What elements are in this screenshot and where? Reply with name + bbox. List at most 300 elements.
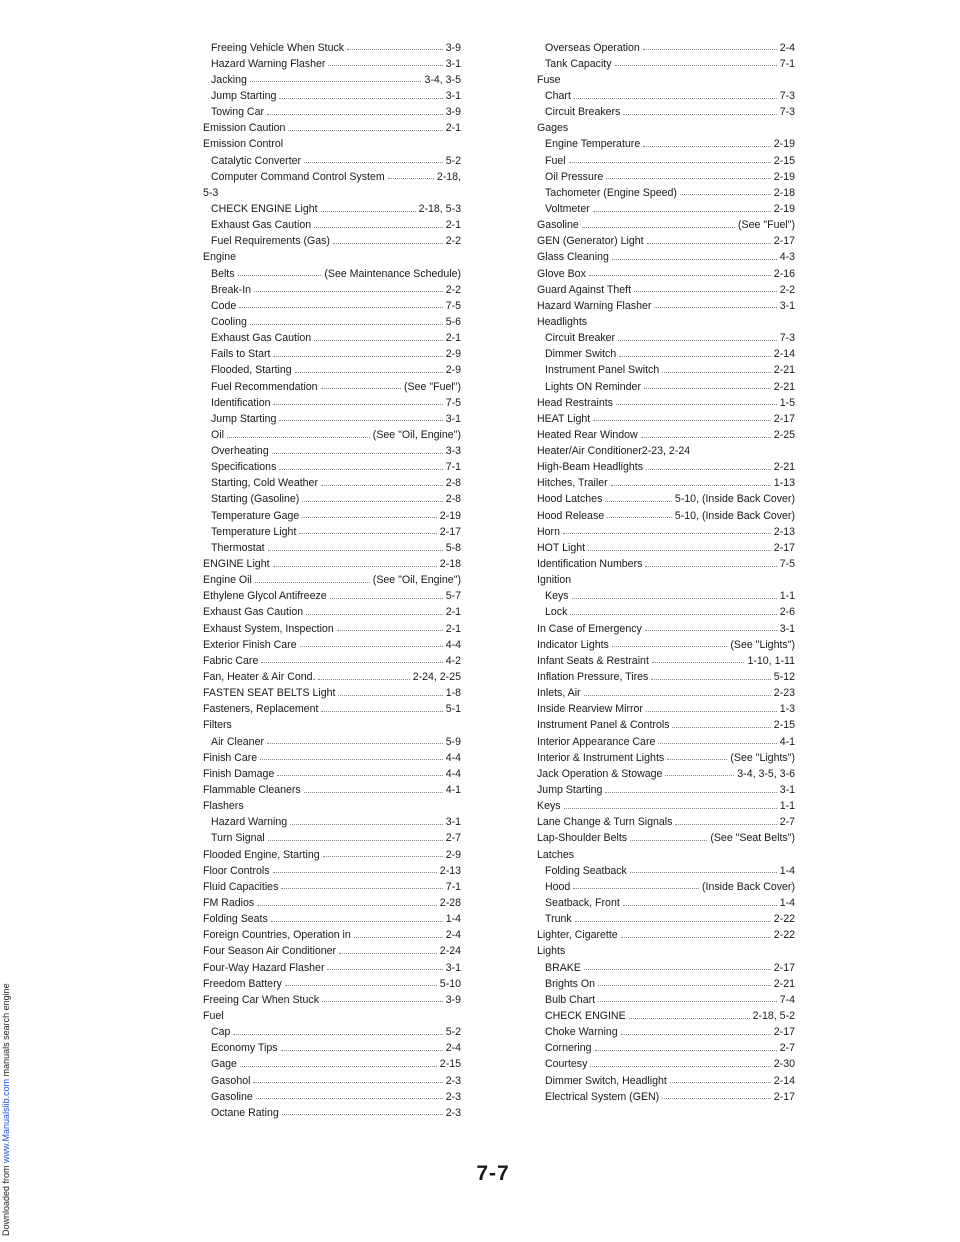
page-reference: 5-10 — [439, 977, 461, 990]
index-term: Starting (Gasoline) — [211, 493, 300, 506]
index-term: Flooded Engine, Starting — [203, 848, 320, 861]
dot-leader — [322, 1001, 443, 1002]
dot-leader — [281, 888, 442, 889]
index-entry — [203, 618, 461, 634]
page-reference: 2-18 — [439, 558, 461, 571]
dot-leader — [569, 162, 771, 163]
dot-leader — [667, 759, 727, 760]
index-entry — [537, 295, 795, 311]
index-entry — [537, 134, 795, 150]
page-reference: 2-22 — [773, 913, 795, 926]
index-term: Folding Seats — [203, 913, 268, 926]
dot-leader — [288, 130, 442, 131]
page-reference: 2-17 — [439, 525, 461, 538]
index-entry — [203, 699, 461, 715]
dot-leader — [621, 937, 771, 938]
page-reference: 5-7 — [445, 590, 461, 603]
index-entry — [203, 118, 461, 134]
index-entry — [203, 570, 461, 586]
index-term: Lighter, Cigarette — [537, 929, 618, 942]
page-reference: 4-4 — [445, 751, 461, 764]
page-reference: (See "Lights") — [730, 638, 795, 651]
index-term: Engine Oil — [203, 574, 252, 587]
page-reference: 3-1 — [445, 816, 461, 829]
index-term: Indicator Lights — [537, 638, 609, 651]
index-entry — [537, 537, 795, 553]
index-term: Circuit Breakers — [545, 106, 621, 119]
page-reference: 2-18, 5-3 — [418, 202, 461, 215]
index-entry — [537, 376, 795, 392]
index-entry — [537, 763, 795, 779]
index-term: Flashers — [203, 800, 244, 813]
index-entry — [537, 198, 795, 214]
index-term: CHECK ENGINE — [545, 1009, 626, 1022]
page-reference: 2-1 — [445, 332, 461, 345]
index-term: Fuel Recommendation — [211, 380, 318, 393]
page-reference: 2-17 — [773, 541, 795, 554]
index-term: Headlights — [537, 315, 588, 328]
index-term: Chart — [545, 89, 571, 102]
page-reference: 2-9 — [445, 848, 461, 861]
page-reference: 2-2 — [445, 235, 461, 248]
footer-prefix: Downloaded from — [1, 1162, 11, 1236]
index-term: Engine Temperature — [545, 138, 641, 151]
page-reference: 2-19 — [773, 170, 795, 183]
dot-leader — [339, 953, 437, 954]
index-entry — [203, 328, 461, 344]
dot-leader — [255, 582, 370, 583]
index-entry — [537, 408, 795, 424]
page-reference: 7-1 — [779, 57, 795, 70]
index-entry — [203, 457, 461, 473]
index-term: Hazard Warning Flasher — [211, 57, 326, 70]
dot-leader — [658, 743, 776, 744]
index-entry — [537, 247, 795, 263]
page-reference: 4-3 — [779, 251, 795, 264]
index-term: Engine — [203, 251, 236, 264]
dot-leader — [623, 905, 777, 906]
index-term: Freeing Car When Stuck — [203, 993, 319, 1006]
index-entry — [537, 876, 795, 892]
index-term: Exhaust Gas Caution — [211, 219, 312, 232]
index-term: Oil Pressure — [545, 170, 604, 183]
dot-leader — [644, 388, 771, 389]
index-term: Fails to Start — [211, 348, 271, 361]
dot-leader — [333, 243, 443, 244]
index-term: Dimmer Switch — [545, 348, 617, 361]
index-entry — [537, 263, 795, 279]
page-reference: 2-9 — [445, 364, 461, 377]
index-entry — [537, 118, 795, 134]
index-term: Octane Rating — [211, 1106, 279, 1119]
index-entry — [203, 1038, 461, 1054]
page-reference: 3-1 — [445, 412, 461, 425]
index-term: Tank Capacity — [545, 57, 612, 70]
dot-leader — [271, 921, 443, 922]
index-entry — [203, 941, 461, 957]
dot-leader — [630, 840, 707, 841]
page-reference: 2-18, — [436, 170, 461, 183]
dot-leader — [253, 1082, 442, 1083]
dot-leader — [647, 243, 771, 244]
page-reference: 3-1 — [779, 299, 795, 312]
index-entry — [203, 441, 461, 457]
index-term: Gasoline — [537, 219, 579, 232]
index-term: Electrical System (GEN) — [545, 1090, 660, 1103]
page-reference: 7-3 — [779, 89, 795, 102]
page-reference: 2-19 — [439, 509, 461, 522]
index-term: Hazard Warning Flasher — [537, 299, 652, 312]
index-entry — [203, 392, 461, 408]
index-entry — [537, 634, 795, 650]
page-reference: 2-1 — [445, 219, 461, 232]
dot-leader — [675, 824, 776, 825]
page-reference: 2-18 — [773, 186, 795, 199]
dot-leader — [279, 469, 442, 470]
page-reference: 3-1 — [445, 961, 461, 974]
dot-leader — [318, 679, 409, 680]
index-term: Oil — [211, 428, 224, 441]
index-entry — [203, 683, 461, 699]
index-entry — [203, 134, 461, 150]
page-reference: 2-17 — [773, 412, 795, 425]
index-term: Specifications — [211, 461, 277, 474]
index-term: Belts — [211, 267, 235, 280]
dot-leader — [347, 49, 443, 50]
page-reference: 2-24, 2-25 — [412, 671, 461, 684]
index-entry — [537, 392, 795, 408]
dot-leader — [654, 307, 776, 308]
index-term: BRAKE — [545, 961, 581, 974]
index-entry — [537, 69, 795, 85]
page-reference: 5-9 — [445, 735, 461, 748]
index-entry — [537, 747, 795, 763]
dot-leader — [634, 291, 777, 292]
index-entry — [537, 424, 795, 440]
index-entry — [537, 1022, 795, 1038]
page-reference: 3-4, 3-5, 3-6 — [737, 767, 795, 780]
index-entry — [203, 1005, 461, 1021]
dot-leader — [646, 711, 777, 712]
index-entry — [537, 715, 795, 731]
index-entry — [203, 586, 461, 602]
index-entry — [203, 666, 461, 682]
page-reference: (See "Fuel") — [404, 380, 461, 393]
index-entry — [203, 69, 461, 85]
dot-leader — [300, 646, 443, 647]
index-entry — [203, 166, 461, 182]
page-reference: 3-1 — [779, 622, 795, 635]
dot-leader — [250, 81, 422, 82]
index-term: Exhaust System, Inspection — [203, 622, 334, 635]
index-entry — [203, 215, 461, 231]
index-term: Trunk — [545, 913, 572, 926]
index-entry — [203, 424, 461, 440]
dot-leader — [652, 662, 745, 663]
dot-leader — [304, 792, 443, 793]
index-term: Filters — [203, 719, 232, 732]
index-entry — [203, 989, 461, 1005]
index-term: Air Cleaner — [211, 735, 264, 748]
index-term: Computer Command Control System — [211, 170, 385, 183]
page-reference: 2-19 — [773, 202, 795, 215]
page-reference: 2-9 — [445, 348, 461, 361]
index-term: Inside Rearview Mirror — [537, 703, 643, 716]
index-entry — [203, 198, 461, 214]
index-term: Instrument Panel & Controls — [537, 719, 670, 732]
dot-leader — [302, 517, 436, 518]
index-entry — [203, 779, 461, 795]
dot-leader — [615, 65, 777, 66]
index-entry — [203, 360, 461, 376]
dot-leader — [327, 969, 442, 970]
page-reference: 5-1 — [445, 703, 461, 716]
dot-leader — [273, 872, 437, 873]
index-term: Economy Tips — [211, 1042, 278, 1055]
page-reference: 1-4 — [779, 897, 795, 909]
index-term: Finish Damage — [203, 767, 275, 780]
index-term: Glove Box — [537, 267, 586, 280]
index-term: Fuel — [545, 154, 566, 167]
dot-leader — [321, 211, 416, 212]
index-term: Interior & Instrument Lights — [537, 751, 665, 764]
page-reference: 2-17 — [773, 1026, 795, 1039]
index-term: Fuel Requirements (Gas) — [211, 235, 330, 248]
page-reference: 2-21 — [773, 461, 795, 474]
index-term: Emission Caution — [203, 122, 286, 135]
dot-leader — [279, 420, 442, 421]
page-reference: 2-24 — [439, 945, 461, 958]
index-term: CHECK ENGINE Light — [211, 202, 318, 215]
page-reference: 4-1 — [445, 784, 461, 797]
dot-leader — [605, 501, 672, 502]
dot-leader — [645, 630, 777, 631]
dot-leader — [645, 566, 776, 567]
index-entry — [537, 53, 795, 69]
index-entry — [203, 85, 461, 101]
page-reference: 2-8 — [445, 477, 461, 490]
index-term: Overseas Operation — [545, 41, 640, 54]
dot-leader — [593, 420, 771, 421]
page-reference: 2-2 — [445, 283, 461, 296]
index-entry — [537, 360, 795, 376]
index-term: Hazard Warning — [211, 816, 288, 829]
index-term: Jack Operation & Stowage — [537, 767, 663, 780]
index-term: Gasoline — [211, 1090, 253, 1103]
dot-leader — [273, 356, 442, 357]
index-term: Hitches, Trailer — [537, 477, 608, 490]
dot-leader — [582, 227, 735, 228]
dot-leader — [260, 759, 443, 760]
page-reference: 4-4 — [445, 638, 461, 651]
index-term: Heated Rear Window — [537, 428, 638, 441]
index-entry — [203, 602, 461, 618]
dot-leader — [279, 98, 442, 99]
index-term: ENGINE Light — [203, 558, 270, 571]
index-entry — [203, 1102, 461, 1118]
dot-leader — [337, 630, 443, 631]
index-entry — [203, 279, 461, 295]
index-term: Freeing Vehicle When Stuck — [211, 41, 345, 54]
index-entry — [203, 731, 461, 747]
page-reference: 2-15 — [773, 719, 795, 732]
index-entry — [537, 1054, 795, 1070]
page-reference: 2-1 — [445, 622, 461, 635]
index-term: Lock — [545, 606, 568, 619]
page-reference: 2-14 — [773, 1074, 795, 1087]
index-entry — [203, 909, 461, 925]
index-entry — [537, 957, 795, 973]
dot-leader — [273, 566, 437, 567]
dot-leader — [272, 453, 443, 454]
index-entry — [537, 941, 795, 957]
index-entry — [203, 311, 461, 327]
page-reference: 1-3 — [779, 703, 795, 716]
index-entry — [203, 650, 461, 666]
index-entry — [203, 231, 461, 247]
index-term: Exhaust Gas Caution — [211, 332, 312, 345]
dot-leader — [619, 356, 771, 357]
index-entry — [537, 699, 795, 715]
index-term: Fabric Care — [203, 654, 259, 667]
index-term: FASTEN SEAT BELTS Light — [203, 687, 336, 700]
index-term: Freedom Battery — [203, 977, 282, 990]
index-entry — [537, 102, 795, 118]
index-column-left — [203, 37, 461, 1118]
page-reference: 2-16 — [773, 267, 795, 280]
index-term: Emission Control — [203, 138, 284, 151]
index-term: Inlets, Air — [537, 687, 581, 700]
dot-leader — [277, 775, 442, 776]
index-entry — [537, 85, 795, 101]
index-term: Tachometer (Engine Speed) — [545, 186, 677, 199]
dot-leader — [227, 437, 370, 438]
dot-leader — [595, 1050, 777, 1051]
index-entry — [537, 650, 795, 666]
page-reference: 1-1 — [779, 800, 795, 813]
dot-leader — [314, 227, 443, 228]
page-reference: 2-4 — [779, 41, 795, 54]
index-term: Thermostat — [211, 541, 265, 554]
page-reference: 7-5 — [779, 558, 795, 571]
index-entry — [537, 666, 795, 682]
index-entry — [537, 909, 795, 925]
index-term: Four Season Air Conditioner — [203, 945, 337, 958]
index-entry — [537, 521, 795, 537]
dot-leader — [598, 985, 771, 986]
index-entry — [203, 263, 461, 279]
dot-leader — [612, 646, 728, 647]
index-entry — [203, 505, 461, 521]
page-reference: 2-21 — [773, 380, 795, 393]
page-reference: 2-30 — [773, 1058, 795, 1071]
index-term: Foreign Countries, Operation in — [203, 929, 351, 942]
page-reference: 2-15 — [439, 1058, 461, 1071]
index-entry — [537, 441, 795, 457]
index-term: Gage — [211, 1058, 237, 1071]
index-term: Cap — [211, 1026, 231, 1039]
index-term: Jump Starting — [211, 89, 277, 102]
page-reference: (See "Fuel") — [738, 219, 795, 232]
index-entry — [537, 489, 795, 505]
index-term: Instrument Panel Switch — [545, 364, 660, 377]
index-term: Fuse — [537, 73, 561, 86]
index-term: FM Radios — [203, 897, 255, 909]
index-entry — [203, 860, 461, 876]
dot-leader — [250, 324, 443, 325]
index-term: Horn — [537, 525, 560, 538]
page-reference: 2-25 — [773, 428, 795, 441]
index-term: Four-Way Hazard Flasher — [203, 961, 325, 974]
dot-leader — [584, 969, 771, 970]
index-term: 5-3 — [203, 186, 219, 199]
page-reference: 2-1 — [445, 122, 461, 135]
page-reference: 2-7 — [445, 832, 461, 845]
page-reference: 2-19 — [773, 138, 795, 151]
index-entry — [203, 973, 461, 989]
index-term: Heater/Air Conditioner2-23, 2-24 — [537, 445, 691, 458]
dot-leader — [256, 1098, 443, 1099]
page-reference: 3-9 — [445, 41, 461, 54]
page-reference: 2-28 — [439, 897, 461, 909]
index-entry — [203, 828, 461, 844]
index-entry — [537, 860, 795, 876]
index-entry — [537, 683, 795, 699]
dot-leader — [302, 501, 442, 502]
index-term: Overheating — [211, 445, 269, 458]
index-entry — [537, 925, 795, 941]
page-reference: 3-4, 3-5 — [424, 73, 461, 86]
index-term: Ethylene Glycol Antifreeze — [203, 590, 327, 603]
page-reference: 5-12 — [773, 671, 795, 684]
index-entry — [203, 554, 461, 570]
index-term: Infant Seats & Restraint — [537, 654, 649, 667]
index-entry — [203, 37, 461, 53]
page-reference: 7-4 — [779, 993, 795, 1006]
index-entry — [203, 489, 461, 505]
index-entry — [203, 295, 461, 311]
index-term: Choke Warning — [545, 1026, 618, 1039]
page-reference: 3-3 — [445, 445, 461, 458]
index-term: Interior Appearance Care — [537, 735, 656, 748]
page-number: 7-7 — [476, 1162, 510, 1185]
index-term: Gages — [537, 122, 569, 135]
index-term: Fluid Capacities — [203, 880, 279, 893]
index-entry — [537, 892, 795, 908]
dot-leader — [354, 937, 443, 938]
page-reference: 2-6 — [779, 606, 795, 619]
index-term: Courtesy — [545, 1058, 588, 1071]
index-term: Lap-Shoulder Belts — [537, 832, 628, 845]
index-entry — [203, 634, 461, 650]
page-reference: (See "Oil, Engine") — [372, 428, 461, 441]
dot-leader — [646, 469, 771, 470]
manualslib-link[interactable]: www.Manualslib.com — [1, 1078, 11, 1163]
dot-leader — [680, 194, 771, 195]
dot-leader — [239, 307, 442, 308]
dot-leader — [268, 840, 443, 841]
page-reference: (See "Seat Belts") — [710, 832, 795, 845]
dot-leader — [641, 437, 771, 438]
index-entry — [203, 344, 461, 360]
index-entry — [537, 1070, 795, 1086]
index-entry — [537, 618, 795, 634]
dot-leader — [607, 517, 672, 518]
dot-leader — [574, 98, 777, 99]
dot-leader — [611, 485, 771, 486]
dot-leader — [623, 114, 776, 115]
dot-leader — [314, 340, 443, 341]
